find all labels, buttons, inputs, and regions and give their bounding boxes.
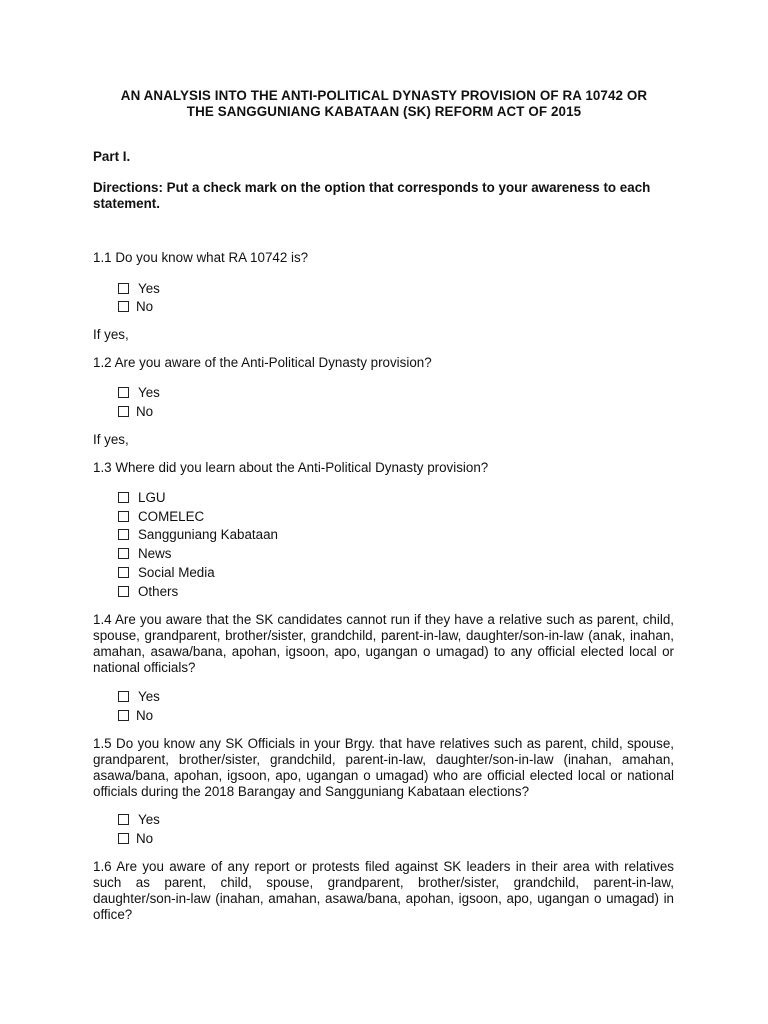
option-1-3-comelec[interactable]: COMELEC — [118, 508, 204, 524]
if-yes-label-2: If yes, — [93, 432, 129, 447]
checkbox[interactable] — [118, 283, 129, 294]
checkbox[interactable] — [118, 691, 129, 702]
option-1-5-no[interactable]: No — [118, 830, 153, 846]
option-1-2-no[interactable]: No — [118, 403, 153, 419]
checkbox[interactable] — [118, 387, 129, 398]
checkbox[interactable] — [118, 492, 129, 503]
title-line-1: AN ANALYSIS INTO THE ANTI-POLITICAL DYNASTY PROVISION OF RA 10742 OR — [120, 88, 648, 103]
option-1-2-yes[interactable]: Yes — [118, 384, 160, 400]
question-1-3: 1.3 Where did you learn about the Anti-Political Dynasty provision? — [93, 460, 489, 475]
option-1-3-social-media[interactable]: Social Media — [118, 564, 215, 580]
checkbox[interactable] — [118, 567, 129, 578]
option-1-4-yes[interactable]: Yes — [118, 688, 160, 704]
option-1-5-yes[interactable]: Yes — [118, 811, 160, 827]
checkbox[interactable] — [118, 548, 129, 559]
option-1-1-yes[interactable]: Yes — [118, 280, 160, 296]
document-title — [60, 88, 708, 120]
part-heading: Part I. — [93, 149, 131, 164]
option-1-3-others[interactable]: Others — [118, 583, 178, 599]
option-1-4-no[interactable]: No — [118, 707, 153, 723]
checkbox[interactable] — [118, 511, 129, 522]
checkbox[interactable] — [118, 529, 129, 540]
question-1-5: 1.5 Do you know any SK Officials in your Brgy. that have relatives such as parent, child, spouse, grandparent, brother/sister, grandchild, parent-in-law, daughter/son-in-law (inahan, amahan, asawa/bana, apohan, igsoon, apo, ugangan o umagad) who are official elected local or national officials during the 2018 Barangay and Sangguniang Kabataan elections? — [93, 736, 674, 799]
option-1-3-lgu[interactable]: LGU — [118, 489, 166, 505]
title-line-2: THE SANGGUNIANG KABATAAN (SK) REFORM ACT OF 2015 — [186, 104, 582, 119]
directions-text: Directions: Put a check mark on the option that corresponds to your awareness to each statement. — [93, 180, 651, 211]
question-1-1: 1.1 Do you know what RA 10742 is? — [93, 250, 309, 265]
checkbox[interactable] — [118, 710, 129, 721]
checkbox[interactable] — [118, 586, 129, 597]
checkbox[interactable] — [118, 301, 129, 312]
option-1-3-sk[interactable]: Sangguniang Kabataan — [118, 526, 278, 542]
checkbox[interactable] — [118, 814, 129, 825]
checkbox[interactable] — [118, 406, 129, 417]
option-1-3-news[interactable]: News — [118, 545, 171, 561]
question-1-6: 1.6 Are you aware of any report or protests filed against SK leaders in their area with relatives such as parent, child, spouse, grandparent, brother/sister, grandchild, parent-in-law, daughter/son-in-law (inahan, amahan, asawa/bana, apohan, igsoon, apo, ugangan o umagad) in office? — [93, 859, 674, 922]
checkbox[interactable] — [118, 833, 129, 844]
question-1-2: 1.2 Are you aware of the Anti-Political Dynasty provision? — [93, 355, 432, 370]
question-1-4: 1.4 Are you aware that the SK candidates cannot run if they have a relative such as parent, child, spouse, grandparent, brother/sister, grandchild, parent-in-law, daughter/son-in-law (anak, inahan, amahan, asawa/bana, apohan, igsoon, apo, ugangan o umagad) to any official elected local or national officials? — [93, 612, 674, 675]
if-yes-label-1: If yes, — [93, 327, 129, 342]
option-1-1-no[interactable]: No — [118, 298, 153, 314]
